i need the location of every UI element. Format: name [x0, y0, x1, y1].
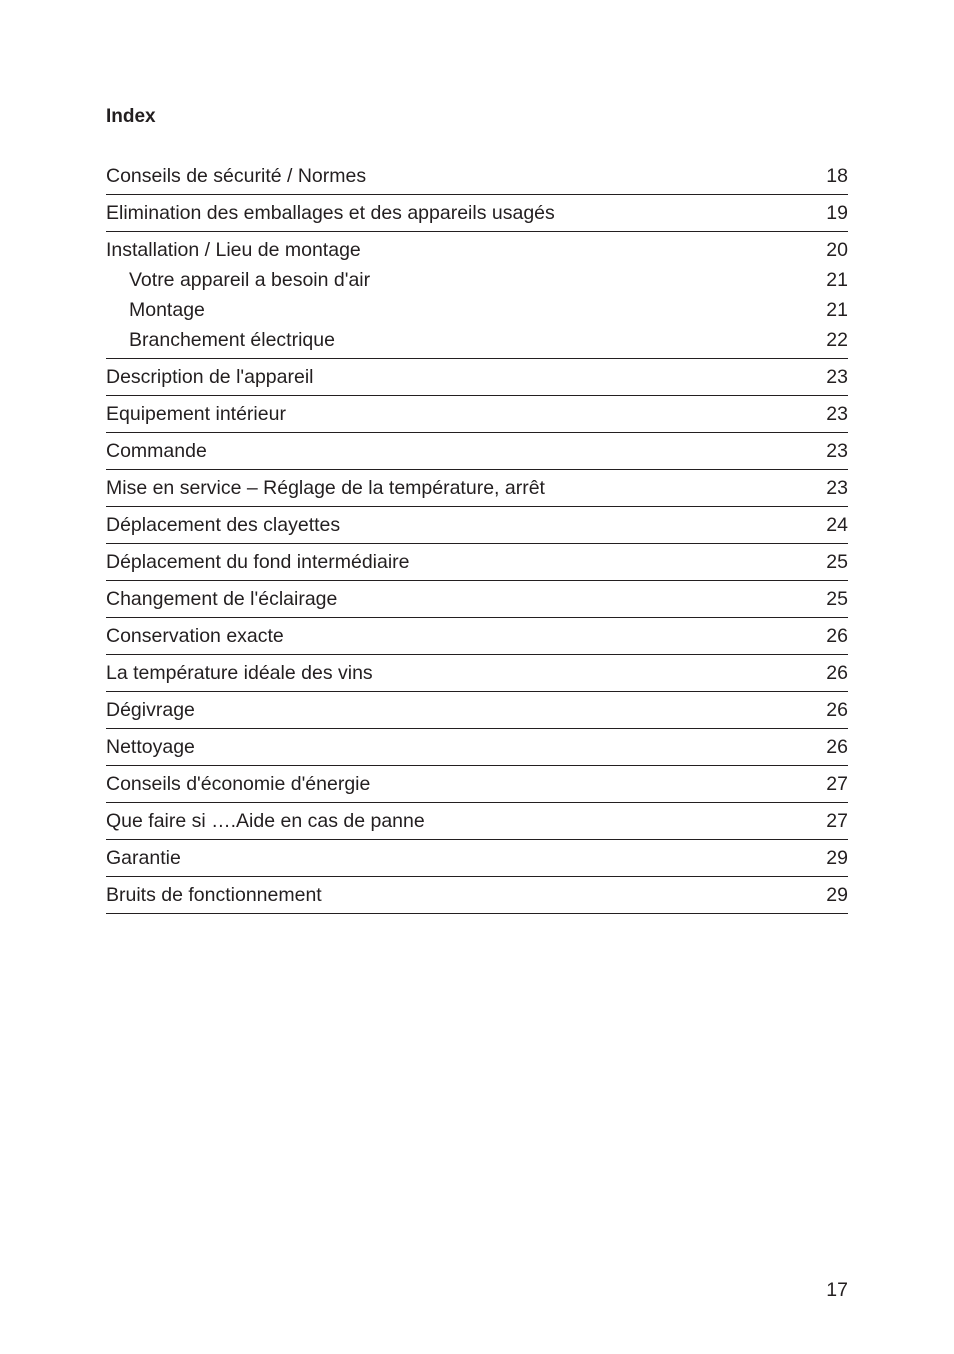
- toc-entry-label: Votre appareil a besoin d'air: [129, 269, 371, 291]
- toc-entry: [106, 880, 848, 910]
- table-of-contents: [106, 158, 848, 914]
- toc-entry: [106, 399, 848, 429]
- toc-section: [106, 396, 848, 433]
- toc-entry: [106, 510, 848, 540]
- toc-entry-page: 22: [826, 329, 848, 351]
- toc-entry-label: Déplacement des clayettes: [106, 514, 341, 536]
- page-number: 17: [826, 1279, 848, 1301]
- toc-entry-label: Conservation exacte: [106, 625, 284, 647]
- toc-section: [106, 433, 848, 470]
- toc-subentry: [106, 325, 848, 355]
- toc-entry-label: Déplacement du fond intermédiaire: [106, 551, 410, 573]
- toc-entry: [106, 161, 848, 191]
- toc-entry-label: Nettoyage: [106, 736, 195, 758]
- toc-entry: [106, 436, 848, 466]
- toc-section: [106, 470, 848, 507]
- toc-entry-page: 27: [826, 810, 848, 832]
- toc-entry-page: 23: [826, 440, 848, 462]
- toc-section: [106, 877, 848, 914]
- toc-entry-label: Bruits de fonctionnement: [106, 884, 322, 906]
- toc-entry: [106, 621, 848, 651]
- toc-section: [106, 766, 848, 803]
- toc-section: [106, 618, 848, 655]
- toc-subentry: [106, 295, 848, 325]
- toc-entry: [106, 695, 848, 725]
- toc-entry-page: 21: [826, 269, 848, 291]
- toc-entry-label: Description de l'appareil: [106, 366, 314, 388]
- toc-entry-label: La température idéale des vins: [106, 662, 373, 684]
- toc-entry: [106, 584, 848, 614]
- toc-entry-label: Equipement intérieur: [106, 403, 286, 425]
- toc-entry: [106, 473, 848, 503]
- toc-entry-page: 23: [826, 366, 848, 388]
- toc-entry: [106, 235, 848, 265]
- toc-entry: [106, 806, 848, 836]
- toc-entry-page: 24: [826, 514, 848, 536]
- toc-entry-label: Mise en service – Réglage de la température, arrêt: [106, 477, 545, 499]
- toc-section: [106, 158, 848, 195]
- toc-section: [106, 232, 848, 359]
- toc-section: [106, 692, 848, 729]
- page-title: Index: [106, 106, 156, 127]
- toc-entry-page: 26: [826, 662, 848, 684]
- toc-entry-label: Branchement électrique: [129, 329, 335, 351]
- toc-section: [106, 195, 848, 232]
- toc-entry-page: 18: [826, 165, 848, 187]
- toc-entry: [106, 198, 848, 228]
- toc-entry-page: 20: [826, 239, 848, 261]
- toc-entry-label: Conseils de sécurité / Normes: [106, 165, 367, 187]
- toc-entry: [106, 547, 848, 577]
- toc-entry-label: Changement de l'éclairage: [106, 588, 338, 610]
- toc-entry-label: Montage: [129, 299, 205, 321]
- toc-entry: [106, 843, 848, 873]
- toc-section: [106, 655, 848, 692]
- toc-entry: [106, 732, 848, 762]
- toc-entry: [106, 769, 848, 799]
- toc-section: [106, 544, 848, 581]
- toc-entry-label: Elimination des emballages et des appareils usagés: [106, 202, 555, 224]
- toc-entry-page: 26: [826, 699, 848, 721]
- toc-section: [106, 507, 848, 544]
- toc-section: [106, 840, 848, 877]
- toc-section: [106, 581, 848, 618]
- toc-entry-page: 26: [826, 625, 848, 647]
- toc-entry-page: 25: [826, 588, 848, 610]
- toc-entry: [106, 362, 848, 392]
- toc-entry-page: 25: [826, 551, 848, 573]
- toc-entry-page: 29: [826, 847, 848, 869]
- toc-section: [106, 359, 848, 396]
- toc-entry-page: 23: [826, 477, 848, 499]
- toc-entry-label: Commande: [106, 440, 207, 462]
- toc-section: [106, 729, 848, 766]
- toc-entry-page: 26: [826, 736, 848, 758]
- toc-entry-label: Garantie: [106, 847, 181, 869]
- toc-entry-label: Que faire si ….Aide en cas de panne: [106, 810, 425, 832]
- toc-section: [106, 803, 848, 840]
- toc-entry-page: 29: [826, 884, 848, 906]
- toc-entry-label: Installation / Lieu de montage: [106, 239, 361, 261]
- toc-entry-label: Dégivrage: [106, 699, 195, 721]
- toc-entry-page: 19: [826, 202, 848, 224]
- toc-entry-page: 27: [826, 773, 848, 795]
- toc-entry-page: 23: [826, 403, 848, 425]
- toc-entry-label: Conseils d'économie d'énergie: [106, 773, 371, 795]
- toc-entry-page: 21: [826, 299, 848, 321]
- toc-subentry: [106, 265, 848, 295]
- toc-entry: [106, 658, 848, 688]
